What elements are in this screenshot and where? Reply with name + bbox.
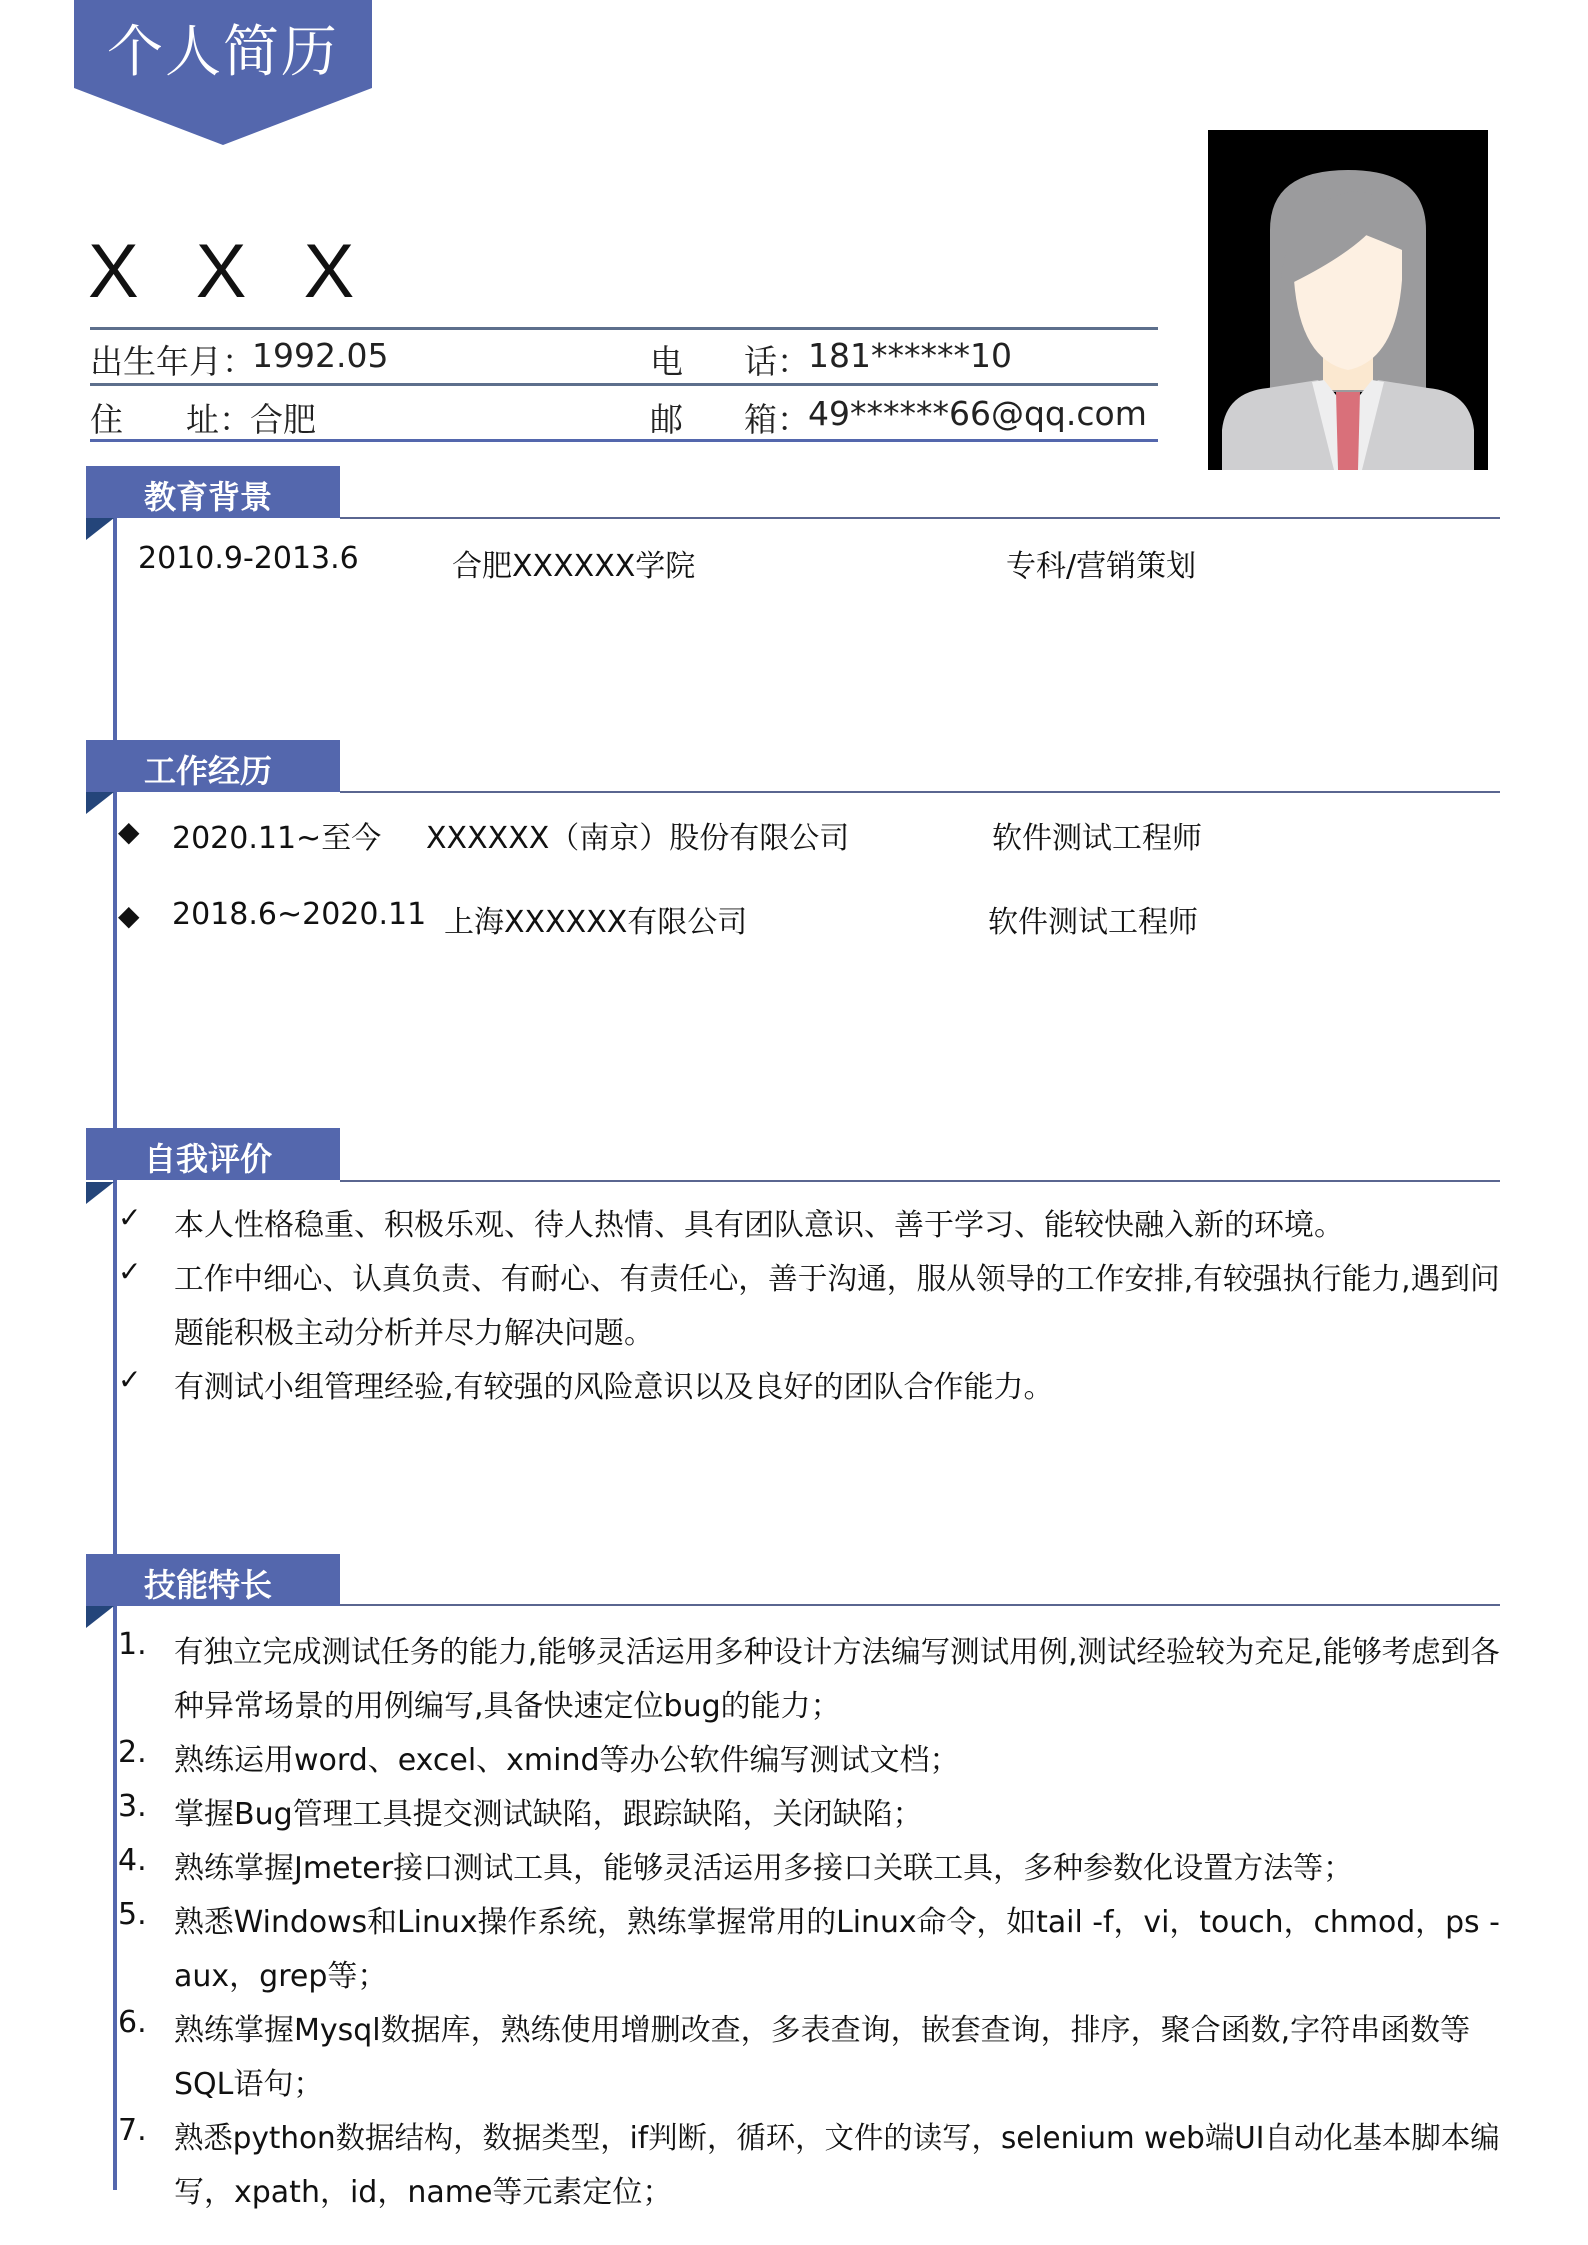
work-period: 2018.6~2020.11 bbox=[172, 897, 427, 932]
diamond-icon: ◆ bbox=[118, 815, 140, 848]
skill-line: 写，xpath，id，name等元素定位； bbox=[174, 2175, 673, 2210]
phone-label-char1: 电 bbox=[650, 342, 683, 381]
self-eval-line: 题能积极主动分析并尽力解决问题。 bbox=[174, 1316, 654, 1351]
avatar-illustration bbox=[1208, 130, 1488, 470]
profile-photo bbox=[1208, 130, 1488, 470]
address-label-char1: 住 bbox=[90, 400, 123, 439]
section-header-self-evaluation bbox=[86, 1128, 340, 1180]
skill-line: 掌握Bug管理工具提交测试缺陷，跟踪缺陷，关闭缺陷； bbox=[174, 1797, 923, 1832]
work-role: 软件测试工程师 bbox=[992, 821, 1202, 856]
section-title-education: 教育背景 bbox=[144, 478, 273, 516]
skill-line: 熟练运用word、excel、xmind等办公软件编写测试文档； bbox=[174, 1743, 960, 1778]
candidate-name: X X X bbox=[88, 229, 373, 314]
work-role: 软件测试工程师 bbox=[988, 905, 1198, 940]
birth-label: 出生年月： bbox=[90, 342, 255, 381]
self-eval-line: 本人性格稳重、积极乐观、待人热情、具有团队意识、善于学习、能较快融入新的环境。 bbox=[174, 1208, 1344, 1243]
skill-line: SQL语句； bbox=[174, 2067, 324, 2102]
education-school: 合肥XXXXXX学院 bbox=[452, 549, 696, 584]
section-divider-work bbox=[340, 791, 1500, 793]
birth-value: 1992.05 bbox=[252, 336, 389, 375]
banner-title: 个人简历 bbox=[107, 20, 339, 85]
skill-number: 6. bbox=[118, 2005, 147, 2040]
skill-line: 有独立完成测试任务的能力,能够灵活运用多种设计方法编写测试用例,测试经验较为充足,能够考虑到各 bbox=[174, 1635, 1500, 1670]
skill-number: 1. bbox=[118, 1627, 147, 1662]
check-icon: ✓ bbox=[118, 1201, 142, 1234]
check-icon: ✓ bbox=[118, 1255, 142, 1288]
section-divider-education bbox=[340, 517, 1500, 519]
skill-line: 熟练掌握Jmeter接口测试工具，能够灵活运用多接口关联工具，多种参数化设置方法等； bbox=[174, 1851, 1354, 1886]
section-header-education bbox=[86, 466, 340, 518]
email-label-char2: 箱： bbox=[744, 400, 810, 439]
section-title-self-evaluation: 自我评价 bbox=[144, 1140, 273, 1178]
address-value: 合肥 bbox=[250, 400, 316, 439]
skill-number: 7. bbox=[118, 2113, 147, 2148]
self-eval-line: 工作中细心、认真负责、有耐心、有责任心，善于沟通，服从领导的工作安排,有较强执行能力,遇到问 bbox=[174, 1262, 1500, 1297]
education-period: 2010.9-2013.6 bbox=[138, 541, 359, 576]
info-divider-top bbox=[90, 327, 1158, 330]
skill-number: 3. bbox=[118, 1789, 147, 1824]
phone-label-char2: 话： bbox=[744, 342, 810, 381]
skill-line: 熟悉Windows和Linux操作系统，熟练掌握常用的Linux命令，如tail -f，vi，touch，chmod，ps - bbox=[174, 1905, 1500, 1940]
skill-line: 熟悉python数据结构，数据类型，if判断，循环，文件的读写，selenium web端UI自动化基本脚本编 bbox=[174, 2121, 1500, 2156]
section-title-work: 工作经历 bbox=[144, 752, 273, 790]
skill-line: 种异常场景的用例编写,具备快速定位bug的能力； bbox=[174, 1689, 841, 1724]
section-corner-work bbox=[86, 792, 114, 814]
section-corner-skills bbox=[86, 1606, 114, 1628]
work-period: 2020.11~至今 bbox=[172, 821, 382, 856]
email-value: 49******66@qq.com bbox=[808, 394, 1147, 433]
skill-line: aux，grep等； bbox=[174, 1959, 388, 1994]
resume-banner bbox=[74, 0, 372, 145]
section-header-skills bbox=[86, 1554, 340, 1606]
work-company: XXXXXX（南京）股份有限公司 bbox=[426, 821, 850, 856]
diamond-icon: ◆ bbox=[118, 899, 140, 932]
skill-number: 4. bbox=[118, 1843, 147, 1878]
phone-value: 181******10 bbox=[808, 336, 1012, 375]
skill-number: 5. bbox=[118, 1897, 147, 1932]
section-divider-self-evaluation bbox=[340, 1180, 1500, 1182]
skill-number: 2. bbox=[118, 1735, 147, 1770]
skill-line: 熟练掌握Mysql数据库，熟练使用增删改查，多表查询，嵌套查询，排序，聚合函数,字符串函数等 bbox=[174, 2013, 1471, 2048]
section-corner-self-evaluation bbox=[86, 1182, 114, 1204]
section-divider-skills bbox=[340, 1604, 1500, 1606]
address-label-char2: 址： bbox=[186, 400, 252, 439]
education-major: 专科/营销策划 bbox=[1006, 549, 1197, 584]
section-corner-education bbox=[86, 518, 114, 540]
email-label-char1: 邮 bbox=[650, 400, 683, 439]
info-divider-middle bbox=[90, 383, 1158, 386]
work-company: 上海XXXXXX有限公司 bbox=[444, 905, 748, 940]
self-eval-line: 有测试小组管理经验,有较强的风险意识以及良好的团队合作能力。 bbox=[174, 1370, 1054, 1405]
section-header-work bbox=[86, 740, 340, 792]
check-icon: ✓ bbox=[118, 1363, 142, 1396]
section-title-skills: 技能特长 bbox=[144, 1566, 273, 1604]
